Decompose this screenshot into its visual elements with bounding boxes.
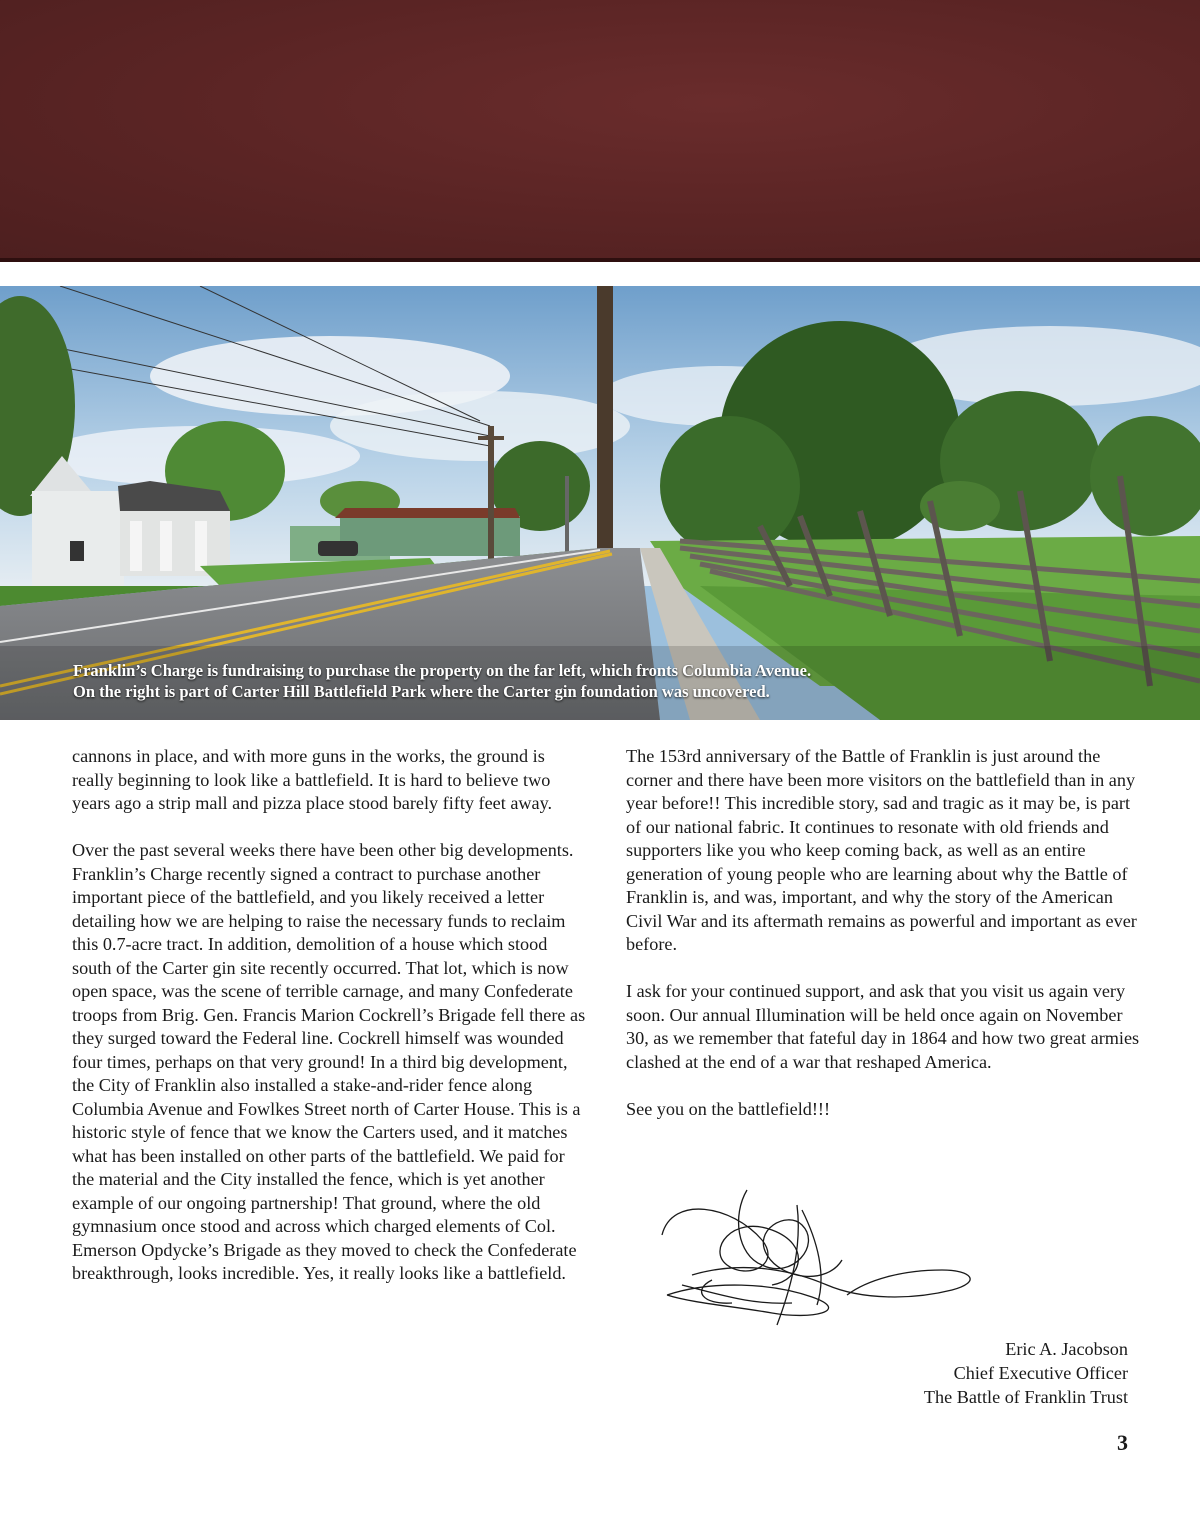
paragraph: The 153rd anniversary of the Battle of Franklin is just around the corner and there have been more visitors on the battlefield than in any year before!! This incredible story, sad and tragic as it may be, is part of our national fabric. It continues to resonate with old friends and supporters like you who keep coming back, as well as an entire generation of young people who are learning about why the Battle of Franklin is, and was, important, and why the story of the American Civil War and its aftermath remains as powerful and important as ever before. xyxy=(626,746,1137,954)
page-number: 3 xyxy=(1117,1430,1128,1455)
paragraph: I ask for your continued support, and ask that you visit us again very soon. Our annual Illumination will be held once again on November 30, as we remember that fateful day in 1864 and how two great armies clashed at the end of a war that reshaped America. xyxy=(626,981,1140,1072)
paragraph: cannons in place, and with more guns in the works, the ground is really beginning to look like a battlefield. It is hard to believe two years ago a strip mall and pizza place stood barely fifty feet away. xyxy=(72,746,553,813)
paragraph: See you on the battlefield!!! xyxy=(626,1098,831,1119)
paragraph: Over the past several weeks there have been other big developments. Franklin’s Charge recently signed a contract to purchase another important piece of the battlefield, and you likely received a letter detailing how we are helping to raise the necessary funds to reclaim this 0.7-acre tract. In addition, demolition of a house which stood south of the Carter gin site recently occurred. That lot, which is now open space, was the scene of terrible carnage, and many Confederate troops from Brig. Gen. Francis Marion Cockrell’s Brigade fell there as they surged toward the Federal line. Cockrell himself was wounded four times, perhaps on that very ground! In a third big development, the City of Franklin also installed a stake-and-rider fence along Columbia Avenue and Fowlkes Street north of Carter House. This is a historic style of fence that we know the Carters used, and it matches what has been installed on other parts of the battlefield. We paid for the material and the City installed the fence, which is yet another example of our ongoing partnership! That ground, where the old gymnasium once stood and across which charged elements of Col. Emerson Opdycke’s Brigade as they moved to check the Confederate breakthrough, looks incredible. Yes, it really looks like a battlefield. xyxy=(72,840,586,1283)
handwritten-signature xyxy=(652,1185,992,1335)
signer-title: Chief Executive Officer xyxy=(953,1363,1128,1383)
signer-name: Eric A. Jacobson xyxy=(1005,1339,1128,1359)
photo-caption xyxy=(73,660,1173,702)
signature-block xyxy=(924,1337,1128,1409)
panorama-photo xyxy=(0,286,1200,720)
right-column xyxy=(626,745,1141,1145)
caption-line-1: Franklin’s Charge is fundraising to purchase the property on the far left, which fronts Columbia Avenue. xyxy=(73,661,812,680)
left-column xyxy=(72,745,587,1309)
header-banner xyxy=(0,0,1200,262)
signer-organization: The Battle of Franklin Trust xyxy=(923,1387,1128,1407)
caption-line-2: On the right is part of Carter Hill Battlefield Park where the Carter gin foundation was uncovered. xyxy=(73,682,770,701)
panorama-illustration xyxy=(0,286,1200,720)
